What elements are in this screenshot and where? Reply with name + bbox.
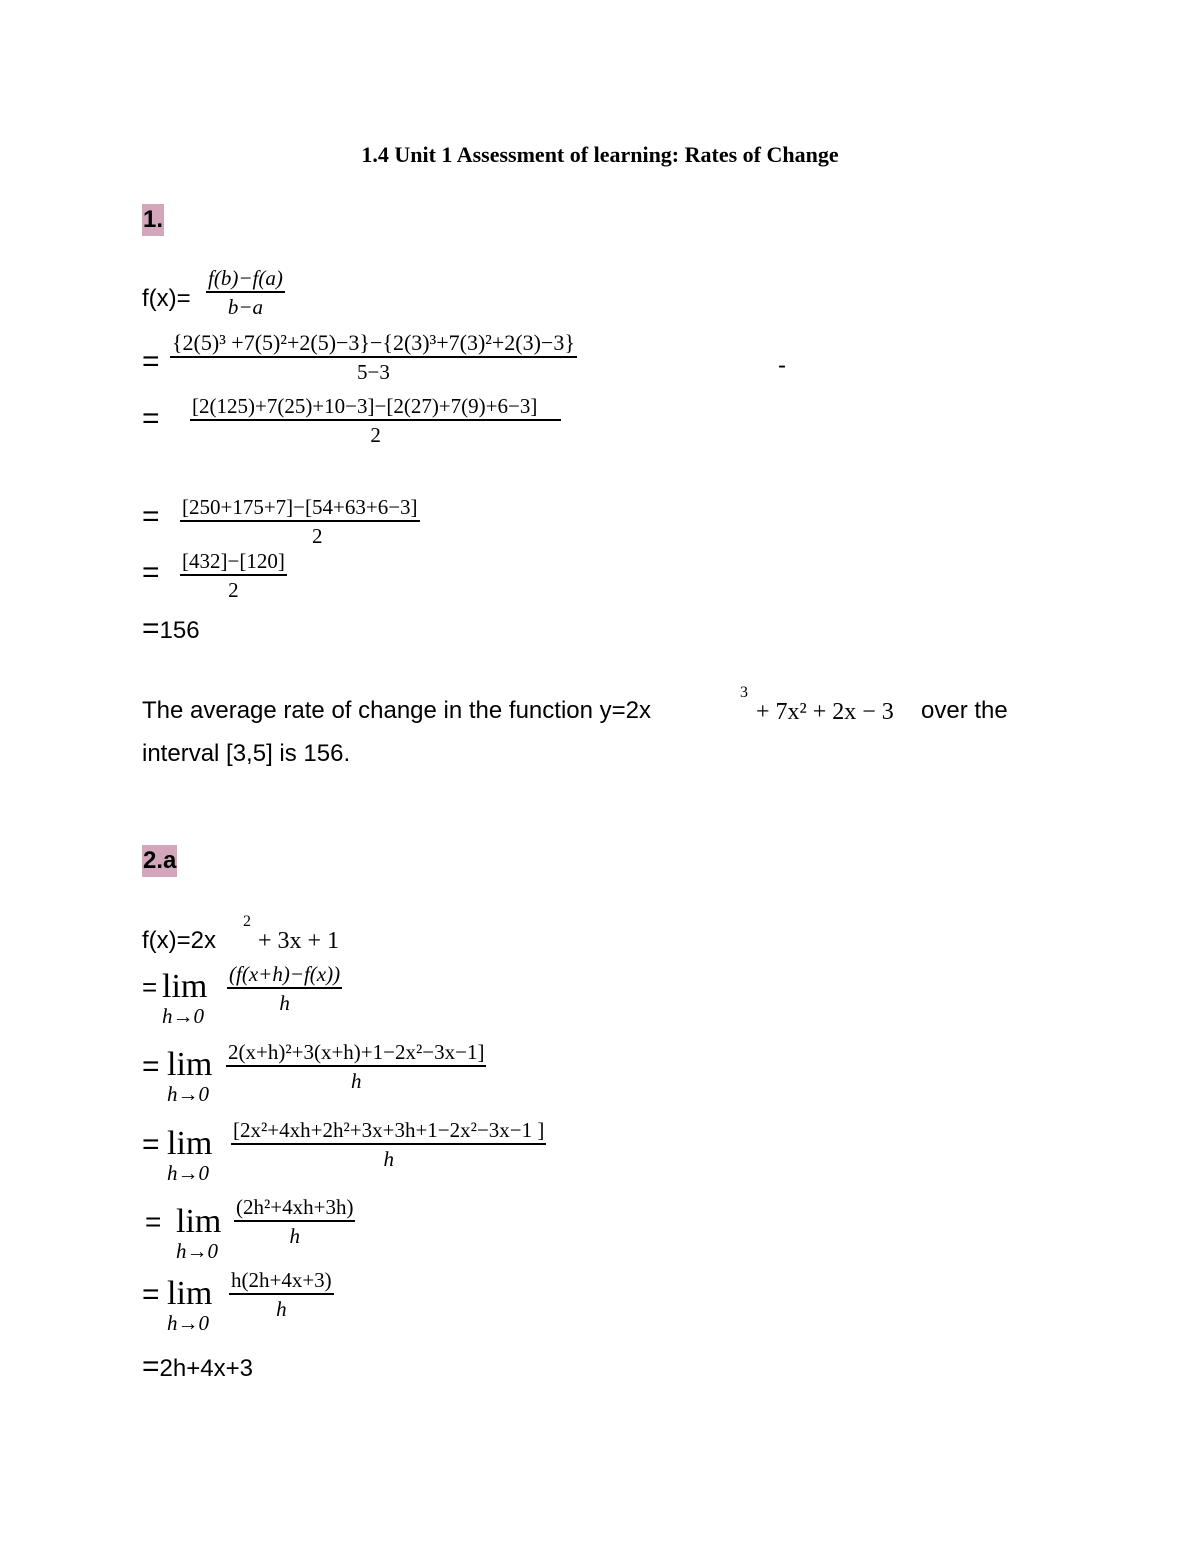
question-1-label: 1. <box>142 204 164 236</box>
q1-conclusion-text-b: over the <box>921 697 1008 724</box>
q1-equals-4: = <box>142 556 160 589</box>
q2-limit-3-lim: lim <box>167 1125 213 1162</box>
q1-step4-fraction <box>180 549 287 603</box>
q2-limit-5-sub: h→0 <box>167 1311 209 1335</box>
q2-line4-fraction <box>234 1195 355 1249</box>
q2-limit-4-lim: lim <box>176 1203 222 1240</box>
q2-limit-1-lim: lim <box>162 968 208 1005</box>
q1-conclusion-exponent: 3 <box>740 684 748 701</box>
q1-conclusion-line2: interval [3,5] is 156. <box>142 740 351 767</box>
q2-line3-numerator: [2x²+4xh+2h²+3x+3h+1−2x²−3x−1 ] <box>231 1118 546 1145</box>
q1-step2-fraction <box>190 394 561 448</box>
q2-fx-label: f(x)=2x <box>142 927 217 954</box>
q1-conclusion-line1 <box>142 697 651 725</box>
q1-step2-numerator: [2(125)+7(25)+10−3]−[2(27)+7(9)+6−3] <box>190 394 561 421</box>
q1-step3-denominator: 2 <box>312 524 323 548</box>
question-2a-label: 2.a <box>142 845 177 877</box>
q2-line1-denominator: h <box>279 991 290 1015</box>
q2-limit-2-lim: lim <box>167 1046 213 1083</box>
q1-step4-denominator: 2 <box>228 578 239 602</box>
q2-line5-numerator: h(2h+4x+3) <box>229 1268 334 1295</box>
q1-step1-denominator: 5−3 <box>357 360 390 384</box>
q2-limit-2-sub: h→0 <box>167 1082 209 1106</box>
q1-step4-numerator: [432]−[120] <box>180 549 287 576</box>
q1-equals-1: = <box>142 345 160 378</box>
q2-line5-fraction <box>229 1268 334 1322</box>
q2-line2-denominator: h <box>350 1069 362 1093</box>
q2-equals-5: = <box>142 1278 160 1311</box>
q2-limit-5-lim: lim <box>167 1275 213 1312</box>
q2-line1-numerator: (f(x+h)−f(x)) <box>227 962 342 989</box>
q1-formula-denominator: b−a <box>227 295 263 319</box>
q1-step3-fraction <box>180 495 420 549</box>
q1-step1-fraction <box>170 330 577 385</box>
q2-line4-numerator: (2h²+4xh+3h) <box>234 1195 355 1222</box>
q1-step1-numerator: {2(5)³ +7(5)²+2(5)−3}−{2(3)³+7(3)²+2(3)−3} <box>170 330 577 358</box>
q2-limit-5 <box>167 1277 212 1336</box>
q2-line2-fraction <box>226 1040 486 1094</box>
q2-limit-3-sub: h→0 <box>167 1161 209 1185</box>
q2-result: 2h+4x+3 <box>159 1355 253 1382</box>
q1-dash: - <box>778 352 786 379</box>
q2-limit-3 <box>167 1127 212 1186</box>
q2-line1-fraction <box>227 962 342 1016</box>
q2-fx-rest: + 3x + 1 <box>258 928 340 954</box>
q2-result-equals: = <box>142 1350 160 1383</box>
q1-conclusion-text-a: The average rate of change in the function y=2x <box>142 697 652 724</box>
q1-fx-label: f(x)= <box>142 285 191 312</box>
q2-equals-3: = <box>142 1128 160 1161</box>
q2-line2-numerator: 2(x+h)²+3(x+h)+1−2x²−3x−1] <box>226 1040 486 1067</box>
q2-line4-denominator: h <box>289 1224 300 1248</box>
q1-step3-numerator: [250+175+7]−[54+63+6−3] <box>180 495 420 522</box>
q2-equals-2: = <box>142 1050 160 1083</box>
q2-limit-2 <box>167 1048 212 1107</box>
q2-line5-denominator: h <box>276 1297 287 1321</box>
q1-conclusion-math: + 7x² + 2x − 3 <box>756 699 894 725</box>
q2-line3-denominator: h <box>383 1147 394 1171</box>
q1-result: 156 <box>159 617 200 644</box>
q2-limit-4 <box>176 1205 221 1264</box>
q1-result-equals: = <box>142 612 160 645</box>
q2-limit-1 <box>162 970 207 1029</box>
q2-line3-fraction <box>231 1118 546 1172</box>
q2-limit-1-sub: h→0 <box>162 1004 204 1028</box>
q1-formula-fraction <box>206 266 285 320</box>
q1-equals-3: = <box>142 500 160 533</box>
q2-fx-exponent: 2 <box>243 913 251 930</box>
q1-step2-denominator: 2 <box>370 423 381 447</box>
q2-equals-4: = <box>145 1206 162 1237</box>
q1-equals-2: = <box>142 402 160 435</box>
q1-result-line <box>142 612 200 646</box>
q2-limit-4-sub: h→0 <box>176 1239 218 1263</box>
q2-equals-1: = <box>142 972 158 1002</box>
q2-result-line <box>142 1350 253 1384</box>
q1-formula-numerator: f(b)−f(a) <box>206 266 285 293</box>
page-title: 1.4 Unit 1 Assessment of learning: Rates of Change <box>361 142 839 167</box>
